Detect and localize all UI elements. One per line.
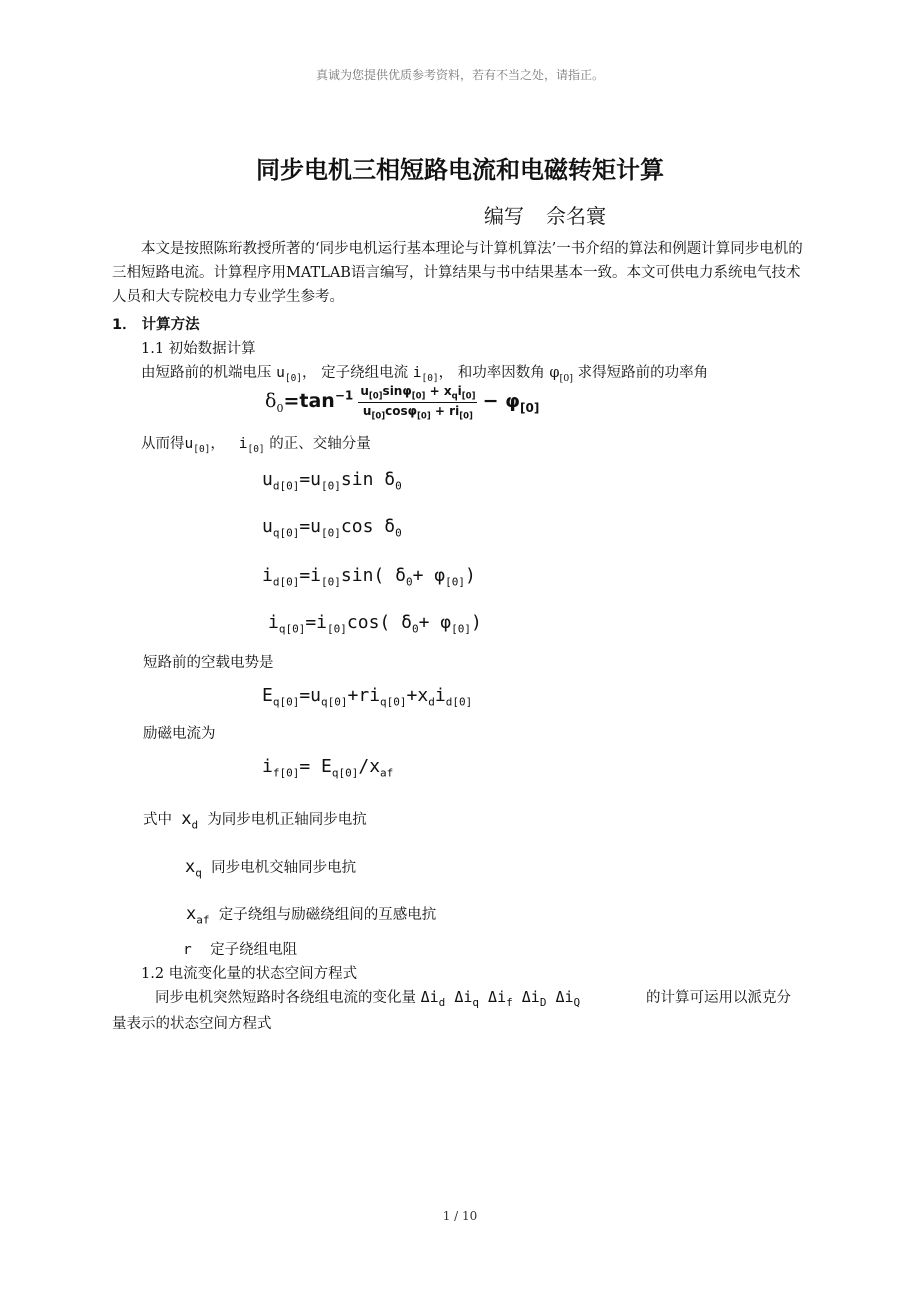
- equation-ud0: $u_{d[0]}=u_{[0]}\sin$ $\delta_0$: [262, 469, 402, 493]
- symbol-delta-currents: $\Delta i_d$ $\Delta i_q$ $\Delta i_f$ $\Delta i_D$ $\Delta i_Q$: [420, 988, 581, 1009]
- subsection-heading-1-1: 1.1 初始数据计算: [141, 341, 256, 357]
- text-part: 同步电机突然短路时各绕组电流的变化量: [155, 990, 416, 1006]
- page-number: 1 / 10: [442, 1209, 478, 1223]
- symbol-i0: $i_{[0]}$: [238, 436, 265, 455]
- definition-text: 为同步电机正轴同步电抗: [207, 812, 367, 828]
- definition-text: 定子绕组电阻: [210, 942, 298, 958]
- definition-text: 同步电机交轴同步电抗: [211, 860, 357, 876]
- state-space-intro-line2: 量表示的状态空间方程式: [112, 1016, 272, 1032]
- text-part: ，: [210, 436, 225, 452]
- symbol-i0: $i_{[0]}$: [412, 365, 439, 384]
- definition-xaf: [186, 903, 436, 926]
- where-label: 式中: [143, 812, 172, 828]
- state-space-intro-line1: [155, 986, 580, 1009]
- equation-uq0: $u_{q[0]}=u_{[0]}\cos$ $\delta_0$: [262, 516, 402, 540]
- symbol-xd: $x_d$: [181, 809, 199, 832]
- emf-label: 短路前的空载电势是: [143, 655, 274, 671]
- power-angle-fraction: $\frac{u_{[0]}\sin\varphi_{[0]} + x_qi_{[0]}}{u_{[0]}\cos\varphi_{[0]} + ri_{[0]}}$: [360, 384, 476, 422]
- author-name: 佘名寰: [546, 204, 606, 228]
- text-part: 从而得: [141, 436, 185, 452]
- subsection-heading-1-2: 1.2 电流变化量的状态空间方程式: [141, 966, 358, 982]
- text-part: 的正、交轴分量: [269, 436, 371, 452]
- excitation-label: 励磁电流为: [143, 726, 216, 742]
- text-part: 求得短路前的功率角: [577, 365, 709, 381]
- author-prefix: 编写: [484, 204, 524, 228]
- equation-if0: $i_{f[0]}= E_{q[0]}/x_{af}$: [262, 756, 394, 780]
- power-angle-equation: $\delta_0=\tan^{-1}$ $\frac{u_{[0]}\sin\varphi_{[0]} + x_qi_{[0]}}{u_{[0]}\cos\varphi_{[0]} + ri_{[0]}}$ − $\varphi_{[0]}$: [265, 384, 540, 422]
- definition-r: [183, 938, 297, 959]
- text-part: 由短路前的机端电压: [141, 365, 272, 381]
- definition-xd: [143, 808, 367, 831]
- symbol-u0: $u_{[0]}$: [276, 365, 303, 384]
- definition-text: 定子绕组与励磁绕组间的互感电抗: [218, 907, 437, 923]
- equation-id0: $i_{d[0]}=i_{[0]}\sin$( $\delta_0+ \varphi_{[0]}$): [262, 565, 476, 589]
- equation-iq0: $i_{q[0]}=i_{[0]}\cos$( $\delta_0+ \varphi_{[0]}$): [268, 612, 482, 636]
- definition-xq: [185, 856, 356, 879]
- symbol-xq: $x_q$: [185, 857, 202, 880]
- text-part: ， 定子绕组电流: [302, 365, 409, 381]
- symbol-phi0: $\varphi_{[0]}$: [549, 365, 573, 384]
- document-title: 同步电机三相短路电流和电磁转矩计算: [256, 156, 664, 184]
- symbol-u0: $u_{[0]}$: [184, 436, 211, 455]
- intro-paragraph: 本文是按照陈珩教授所著的‘同步电机运行基本理论与计算机算法’一书介绍的算法和例题计算同步电机的三相短路电流。计算程序用MATLAB语言编写，计算结果与书中结果基本一致。本文可供电力系统电气技术人员和大专院校电力专业学生参考。: [112, 241, 803, 305]
- state-space-intro-line1-end: 的计算可运用以派克分: [646, 990, 791, 1006]
- pre-short-circuit-text: [141, 361, 708, 384]
- header-note: 真诚为您提供优质参考资料，若有不当之处，请指正。: [315, 68, 604, 82]
- symbol-xaf: $x_{af}$: [186, 904, 210, 927]
- text-part: ， 和功率因数角: [438, 365, 545, 381]
- equation-eq0: $E_{q[0]}=u_{q[0]}+ri_{q[0]}+x_di_{d[0]}$: [262, 685, 473, 709]
- symbol-r: r: [183, 942, 192, 958]
- section-heading-1: 1． 计算方法: [112, 317, 200, 333]
- author-line: [484, 200, 628, 229]
- components-text: [141, 432, 371, 455]
